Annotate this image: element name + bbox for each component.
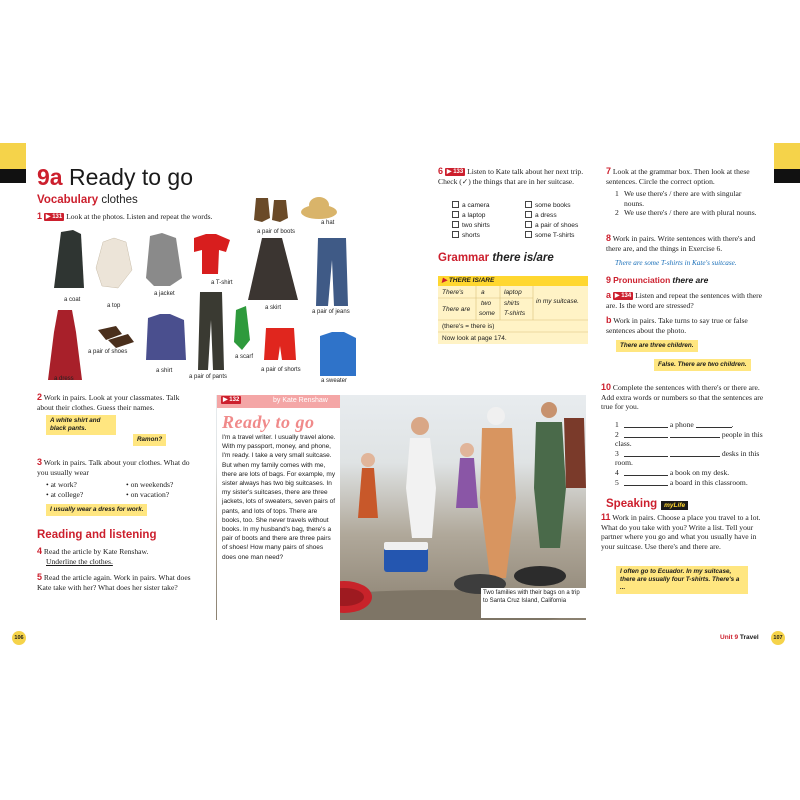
article-title: Ready to go	[222, 412, 315, 432]
label-coat: a coat	[64, 297, 81, 303]
checklist-item[interactable]: a camera	[452, 201, 525, 211]
jacket-photo	[146, 233, 182, 286]
coat-photo	[54, 230, 84, 288]
shoes-photo	[98, 326, 134, 348]
top-photo	[96, 238, 132, 288]
scarf-photo	[234, 306, 250, 350]
speech-bubble: I usually wear a dress for work.	[46, 504, 147, 516]
exercise-9b: b Work in pairs. Take turns to say true or false sentences about the photo.	[606, 315, 748, 335]
label-sweater: a sweater	[321, 378, 348, 384]
checkbox[interactable]	[525, 231, 532, 238]
label-shirt: a shirt	[156, 368, 173, 374]
speaking-heading: Speaking myLife	[606, 494, 688, 512]
gap-fill-item[interactable]: 4 a book on my desk.	[615, 467, 730, 477]
speech-bubble: A white shirt and black pants.	[46, 415, 116, 435]
unit-title: Ready to go	[68, 164, 194, 190]
gap-fill-item[interactable]: 3 desks in this room.	[615, 448, 760, 468]
unit-footer: Unit 9 Travel	[720, 634, 759, 641]
label-top: a top	[107, 303, 121, 309]
answer-blank[interactable]	[624, 449, 668, 457]
clothes-photos	[36, 190, 361, 390]
dress-photo	[48, 310, 82, 380]
exercise-10-items	[615, 420, 765, 487]
checklist-item[interactable]: some books	[525, 201, 578, 211]
exercise-8-example: There are some T-shirts in Kate's suitcase.	[615, 259, 737, 267]
article-body: I'm a travel writer. I usually travel alone. With my passport, money, and phone, I'm ready. I take a very small suitcase. But when my family comes with me, there are lots of bags. For example, my sister always has two big suitcases. In my sister's suitcases, there are three jackets, lots of sweaters, seven pairs of pants, and lots of tops. There are books, too. She never travels without books. In my husband's bag, there's a pair of boots and there are three pairs of shoes! How many pairs of shoes does one man need?	[222, 434, 336, 561]
page-title	[37, 164, 193, 191]
gap-fill-item[interactable]: 2 people in this class.	[615, 429, 763, 449]
reading-heading: Reading and listening	[37, 529, 157, 541]
pants-photo	[198, 292, 224, 370]
checklist-item[interactable]: a laptop	[452, 211, 525, 221]
article-audio-icon[interactable]: ▶ 132	[223, 397, 240, 403]
label-shoes: a pair of shoes	[88, 349, 128, 355]
checkbox[interactable]	[525, 211, 532, 218]
checklist	[452, 201, 578, 241]
grammar-box-title: ▶ THERE IS/ARE	[438, 276, 588, 286]
label-hat: a hat	[321, 220, 335, 226]
exercise-7-items: 1 We use there's / there are with singular nouns. 2 We use there's / there are with plural nouns.	[615, 189, 757, 218]
right-edge-bar	[774, 169, 800, 183]
page-number-right: 107	[771, 631, 785, 645]
tshirt-photo	[194, 234, 230, 274]
checkbox[interactable]	[452, 221, 459, 228]
answer-blank[interactable]	[670, 449, 720, 457]
shirt-photo	[146, 314, 186, 360]
unit-number: 9a	[37, 164, 63, 190]
left-edge-tab	[0, 143, 26, 169]
grammar-reference: Now look at page 174.	[442, 335, 507, 342]
checklist-item[interactable]: two shirts	[452, 221, 525, 231]
audio-icon[interactable]: ▶ 134	[614, 293, 632, 299]
checklist-item[interactable]: some T-shirts	[525, 231, 578, 241]
gap-fill-item[interactable]: 1 a phone .	[615, 420, 734, 429]
label-tshirt: a T-shirt	[211, 280, 233, 286]
exercise-7: 7 Look at the grammar box. Then look at these sentences. Circle the correct option.	[606, 166, 750, 186]
label-jacket: a jacket	[154, 291, 175, 297]
option-list: • at work? • on weekends? • at college? • on vacation?	[46, 480, 174, 499]
exercise-3: 3 Work in pairs. Talk about your clothes. What do you usually wear	[37, 457, 190, 477]
vocab-heading: Vocabulary clothes	[37, 194, 138, 206]
label-boots: a pair of boots	[257, 229, 296, 235]
right-edge-tab	[774, 143, 800, 169]
answer-blank[interactable]	[624, 468, 668, 476]
answer-blank[interactable]	[670, 430, 720, 438]
speech-bubble: I often go to Ecuador. In my suitcase, there are usually four T-shirts. There's a ...	[616, 566, 748, 594]
label-jeans: a pair of jeans	[312, 309, 350, 315]
answer-blank[interactable]	[624, 478, 668, 486]
exercise-11: 11 Work in pairs. Choose a place you travel to a lot. What do you take with you? Write a list. Tell your partner where you go and what you usually have in your suitcase. Use there's and there are.	[601, 512, 761, 551]
jeans-photo	[316, 238, 348, 306]
mylife-badge: myLife	[661, 501, 688, 510]
label-skirt: a skirt	[265, 305, 282, 311]
checkbox[interactable]	[525, 221, 532, 228]
checkbox[interactable]	[452, 231, 459, 238]
checkbox[interactable]	[452, 211, 459, 218]
speech-bubble: False. There are two children.	[654, 359, 751, 371]
exercise-1: 1 ▶ 131 Look at the photos. Listen and repeat the words.	[37, 211, 213, 221]
exercise-6: 6 ▶ 133 Listen to Kate talk about her next trip. Check (✓) the things that are in her suitcase.	[438, 166, 584, 186]
left-edge-bar	[0, 169, 26, 183]
skirt-photo	[248, 238, 298, 300]
exercise-2: 2 Work in pairs. Look at your classmates. Talk about their clothes. Guess their names.	[37, 392, 180, 412]
checkbox[interactable]	[452, 201, 459, 208]
sweater-photo	[320, 332, 356, 376]
answer-blank[interactable]	[624, 430, 668, 438]
exercise-5: 5 Read the article again. Work in pairs. What does Kate take with her? What does her sister take?	[37, 572, 191, 592]
label-dress: a dress	[54, 376, 74, 382]
audio-icon[interactable]: ▶ 133	[446, 169, 464, 175]
photo-caption: Two families with their bags on a trip to Santa Cruz Island, California	[481, 588, 586, 618]
exercise-4: 4 Read the article by Kate Renshaw. Underline the clothes.	[37, 546, 149, 566]
label-shorts: a pair of shorts	[261, 367, 301, 373]
exercise-10: 10 Complete the sentences with there's or there are. Add extra words or numbers so that the sentences are true for you.	[601, 382, 764, 412]
gap-fill-item[interactable]: 5 a board in this classroom.	[615, 477, 748, 487]
exercise-8: 8 Work in pairs. Write sentences with there's and there are, and the things in Exercise 6.	[606, 233, 756, 253]
label-pants: a pair of pants	[189, 374, 228, 380]
checklist-item[interactable]: a pair of shoes	[525, 221, 578, 231]
checklist-item[interactable]: a dress	[525, 211, 578, 221]
checkbox[interactable]	[525, 201, 532, 208]
audio-icon[interactable]: ▶ 131	[45, 214, 63, 220]
answer-blank[interactable]	[696, 420, 732, 428]
speech-bubble: Ramon?	[133, 434, 166, 446]
shorts-photo	[264, 328, 296, 360]
grammar-heading: Grammar there is/are	[438, 252, 554, 264]
pronunciation-heading: 9 Pronunciation there are	[606, 275, 709, 285]
boots-photo	[254, 198, 288, 222]
checklist-item[interactable]: shorts	[452, 231, 525, 241]
speech-bubble: There are three children.	[616, 340, 698, 352]
label-scarf: a scarf	[235, 354, 254, 360]
article-byline: by Kate Renshaw	[273, 397, 328, 404]
exercise-9a: a ▶ 134 Listen and repeat the sentences with there are. Is the word are stressed?	[606, 290, 763, 310]
page-number-left: 106	[12, 631, 26, 645]
answer-blank[interactable]	[624, 420, 668, 428]
